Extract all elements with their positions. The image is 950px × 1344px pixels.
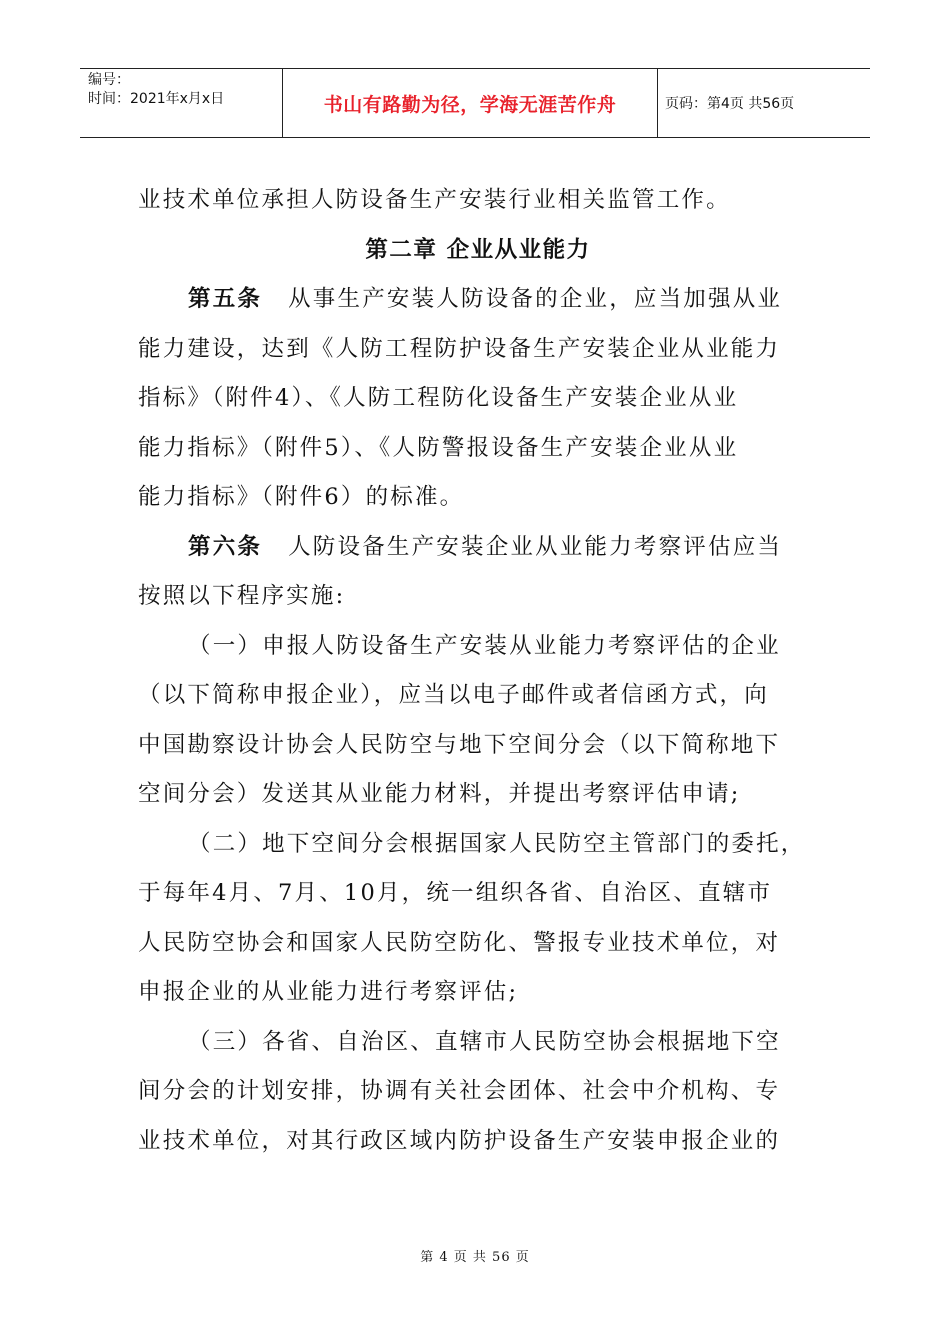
header-meta (88, 71, 280, 109)
header-divider (657, 69, 658, 137)
paragraph-line: （以下简称申报企业），应当以电子邮件或者信函方式，向 (138, 682, 769, 708)
paragraph-line: 业技术单位承担人防设备生产安装行业相关监管工作。 (138, 187, 731, 213)
paragraph-line: 空间分会）发送其从业能力材料，并提出考察评估申请; (138, 781, 741, 807)
paragraph-line: 能力指标》（附件6）的标准。 (138, 484, 465, 510)
page-footer: 第 4 页 共 56 页 (420, 1250, 530, 1265)
header-motto: 书山有路勤为径，学海无涯苦作舟 (323, 93, 617, 116)
document-header (80, 68, 870, 138)
time-label: 时间：2021年x月x日 (88, 91, 225, 107)
number-label: 编号： (88, 72, 130, 88)
paragraph-line: （二）地下空间分会根据国家人民防空主管部门的委托， (188, 830, 806, 857)
paragraph-line: 于每年4月、7月、10月，统一组织各省、自治区、直辖市 (138, 880, 773, 906)
paragraph-line: 能力建设，达到《人防工程防护设备生产安装企业从业能力 (138, 335, 781, 362)
chapter-title: 第二章 企业从业能力 (365, 236, 591, 263)
paragraph-line: （一）申报人防设备生产安装从业能力考察评估的企业 (188, 632, 781, 659)
paragraph-line: （三）各省、自治区、直辖市人民防空协会根据地下空 (188, 1028, 781, 1055)
article-label: 第五条 (188, 286, 263, 312)
paragraph-line: 指标》（附件4）、《人防工程防化设备生产安装企业从业 (138, 385, 739, 411)
paragraph-line: 按照以下程序实施: (138, 583, 346, 609)
paragraph-line: 申报企业的从业能力进行考察评估; (138, 979, 519, 1005)
paragraph-line: 间分会的计划安排，协调有关社会团体、社会中介机构、专 (138, 1078, 781, 1104)
paragraph-line: 业技术单位，对其行政区域内防护设备生产安装申报企业的 (138, 1127, 781, 1154)
header-page-info: 页码：第4页 共56页 (665, 96, 795, 112)
paragraph-line: 人民防空协会和国家人民防空防化、警报专业技术单位，对 (138, 929, 781, 956)
article-label: 第六条 (188, 533, 263, 560)
paragraph-line: 中国勘察设计协会人民防空与地下空间分会（以下简称地下 (138, 731, 781, 758)
article-text: 人防设备生产安装企业从业能力考察评估应当 (288, 533, 783, 560)
article-6-line (138, 523, 818, 573)
article-5-line (138, 275, 818, 325)
paragraph-line: 能力指标》（附件5）、《人防警报设备生产安装企业从业 (138, 434, 739, 461)
document-body (138, 176, 818, 1166)
article-text: 从事生产安装人防设备的企业，应当加强从业 (288, 286, 783, 312)
